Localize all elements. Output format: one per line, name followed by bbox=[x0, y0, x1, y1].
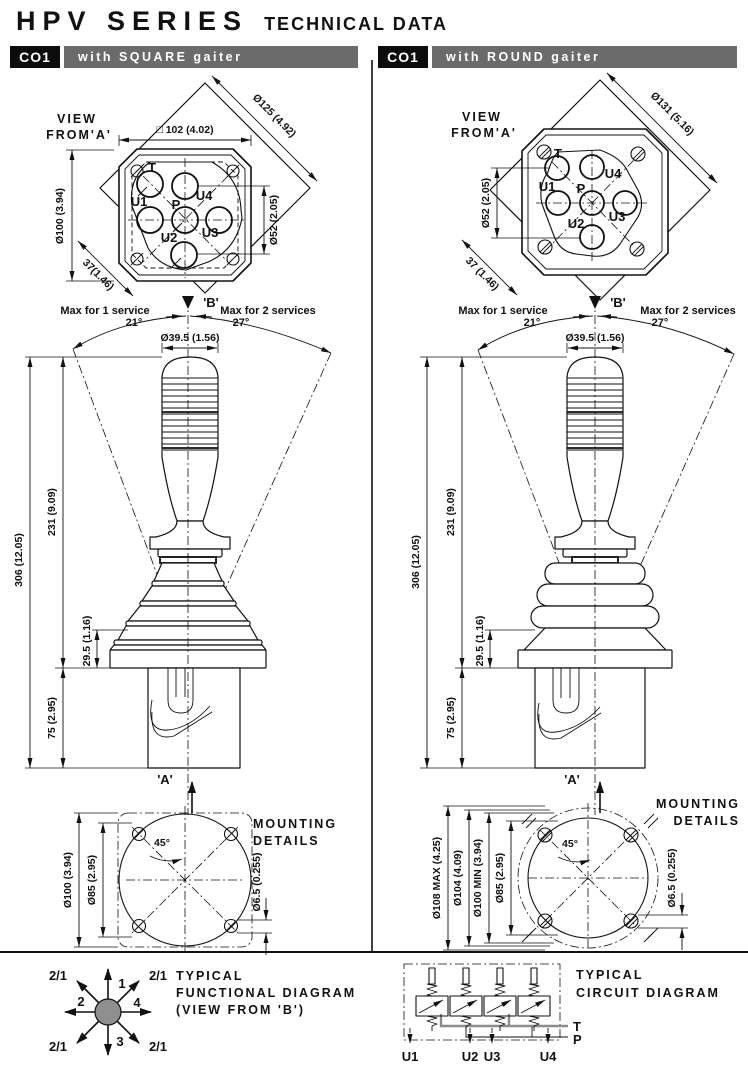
svg-text:(VIEW FROM 'B'): (VIEW FROM 'B') bbox=[176, 1003, 305, 1017]
right-top-view bbox=[451, 73, 717, 310]
valve-u1 bbox=[416, 968, 448, 1034]
port-label-t: T bbox=[148, 160, 156, 175]
left-top-view bbox=[46, 76, 317, 310]
svg-text:Ø100 (3.94): Ø100 (3.94) bbox=[62, 851, 74, 909]
dim-offset: 37 (1.46) bbox=[463, 254, 502, 293]
dim-pcd: Ø52 (2.05) bbox=[480, 177, 492, 229]
dim-collar-height: 29.5 (1.16) bbox=[81, 615, 93, 667]
dim-upper-height: 231 (9.09) bbox=[46, 488, 58, 536]
dim-diagonal: Ø125 (4.92) bbox=[250, 91, 299, 140]
circuit-u2: U2 bbox=[461, 1049, 479, 1064]
dim-hole: Ø6.5 (0.255) bbox=[251, 852, 263, 912]
right-variant-bar: with ROUND gaiter bbox=[432, 46, 737, 68]
dim-upper-height: 231 (9.09) bbox=[445, 488, 457, 536]
dir-tr: 2/1 bbox=[148, 968, 168, 983]
svg-text:Ø104 (4.09): Ø104 (4.09) bbox=[452, 849, 464, 907]
flange-body bbox=[522, 129, 668, 275]
dim-collar-height: 29.5 (1.16) bbox=[474, 615, 486, 667]
series-title: HPV SERIES bbox=[16, 6, 249, 36]
valve-u3 bbox=[484, 968, 516, 1034]
port-label-p: P bbox=[171, 197, 181, 212]
right-side-view bbox=[410, 298, 736, 815]
dim-total-height: 306 (12.05) bbox=[410, 535, 422, 589]
section-a-label: 'A' bbox=[157, 772, 173, 787]
svg-text:21°: 21° bbox=[523, 317, 541, 329]
dim-diagonal: Ø131 (5.16) bbox=[648, 89, 697, 138]
circuit-t: T bbox=[573, 1019, 581, 1034]
mounting-title: MOUNTING bbox=[655, 797, 740, 811]
port-label-u3: U3 bbox=[608, 209, 626, 224]
port-label-u3: U3 bbox=[201, 225, 219, 240]
dir-3: 3 bbox=[116, 1034, 124, 1049]
port-label-u4: U4 bbox=[604, 166, 622, 181]
left-model-badge: CO1 bbox=[10, 46, 60, 68]
dir-2: 2 bbox=[77, 994, 85, 1009]
series-subtitle: TECHNICAL DATA bbox=[264, 14, 449, 34]
section-b-label: 'B' bbox=[203, 295, 219, 310]
mounting-angle: 45° bbox=[562, 838, 578, 850]
mounting-title: MOUNTING bbox=[253, 817, 338, 831]
svg-text:Ø85 (2.95): Ø85 (2.95) bbox=[86, 854, 98, 906]
lower-body bbox=[148, 668, 240, 768]
left-variant-bar: with SQUARE gaiter bbox=[64, 46, 358, 68]
svg-text:Ø85 (2.95): Ø85 (2.95) bbox=[494, 852, 506, 904]
section-b-label: 'B' bbox=[610, 295, 626, 310]
svg-text:DETAILS: DETAILS bbox=[253, 834, 320, 848]
dim-offset: 37(1.46) bbox=[80, 256, 117, 293]
dim-below-height: 75 (2.95) bbox=[445, 696, 457, 740]
lower-body bbox=[535, 668, 645, 768]
joystick-handle bbox=[150, 357, 230, 557]
dir-4: 4 bbox=[133, 995, 141, 1010]
svg-text:27°: 27° bbox=[651, 317, 669, 329]
dim-knob: Ø39.5 (1.56) bbox=[565, 332, 625, 344]
left-mounting-details bbox=[62, 806, 337, 955]
circuit-title: TYPICAL bbox=[576, 968, 644, 982]
port-label-u1: U1 bbox=[538, 179, 556, 194]
dim-hole: Ø6.5 (0.255) bbox=[666, 848, 678, 908]
dir-1: 1 bbox=[118, 976, 126, 991]
svg-text:DETAILS: DETAILS bbox=[673, 814, 740, 828]
dir-br: 2/1 bbox=[148, 1039, 168, 1054]
left-side-view bbox=[13, 298, 331, 815]
functional-diagram bbox=[49, 968, 356, 1055]
mounting-angle: 45° bbox=[154, 837, 170, 849]
circuit-u4: U4 bbox=[539, 1049, 557, 1064]
port-label-t: T bbox=[554, 146, 562, 161]
port-label-u4: U4 bbox=[195, 188, 213, 203]
port-label-u2: U2 bbox=[160, 230, 178, 245]
dim-knob: Ø39.5 (1.56) bbox=[160, 332, 220, 344]
svg-text:FUNCTIONAL DIAGRAM: FUNCTIONAL DIAGRAM bbox=[176, 986, 357, 1000]
svg-text:FROM'A': FROM'A' bbox=[46, 128, 112, 142]
circuit-diagram bbox=[402, 964, 720, 1064]
valve-u2 bbox=[450, 968, 482, 1034]
svg-text:Ø108 MAX (4.25): Ø108 MAX (4.25) bbox=[431, 836, 443, 920]
dir-tl: 2/1 bbox=[48, 968, 68, 983]
svg-text:21°: 21° bbox=[125, 317, 143, 329]
dim-square: □ 102 (4.02) bbox=[156, 124, 214, 136]
svg-text:Max for 2 services: Max for 2 services bbox=[640, 305, 736, 317]
circuit-u1: U1 bbox=[401, 1049, 419, 1064]
svg-text:Ø100 MIN (3.94): Ø100 MIN (3.94) bbox=[472, 838, 484, 918]
port-stubs bbox=[410, 1028, 548, 1044]
functional-title: TYPICAL bbox=[176, 969, 244, 983]
svg-text:CIRCUIT DIAGRAM: CIRCUIT DIAGRAM bbox=[576, 986, 720, 1000]
svg-text:Max for 1 service: Max for 1 service bbox=[60, 305, 150, 317]
circuit-u3: U3 bbox=[483, 1049, 501, 1064]
section-a-label: 'A' bbox=[564, 772, 580, 787]
right-mounting-details bbox=[431, 797, 740, 953]
dim-body: Ø100 (3.94) bbox=[54, 187, 66, 245]
port-label-u1: U1 bbox=[130, 194, 148, 209]
dim-pcd: Ø52 (2.05) bbox=[268, 194, 280, 246]
dim-below-height: 75 (2.95) bbox=[46, 696, 58, 740]
dim-total-height: 306 (12.05) bbox=[13, 533, 25, 587]
right-model-badge: CO1 bbox=[378, 46, 428, 68]
svg-text:FROM'A': FROM'A' bbox=[451, 126, 517, 140]
svg-text:Max for 1 service: Max for 1 service bbox=[458, 305, 548, 317]
svg-text:Max for 2 services: Max for 2 services bbox=[220, 305, 316, 317]
port-label-p: P bbox=[576, 181, 586, 196]
dir-bl: 2/1 bbox=[48, 1039, 68, 1054]
circuit-p: P bbox=[573, 1032, 582, 1047]
port-label-u2: U2 bbox=[567, 216, 585, 231]
valve-u4 bbox=[518, 968, 550, 1034]
svg-text:27°: 27° bbox=[232, 317, 250, 329]
right-view-label: VIEW bbox=[462, 110, 502, 124]
left-view-label: VIEW bbox=[57, 112, 97, 126]
joystick-knob-top bbox=[95, 999, 121, 1025]
